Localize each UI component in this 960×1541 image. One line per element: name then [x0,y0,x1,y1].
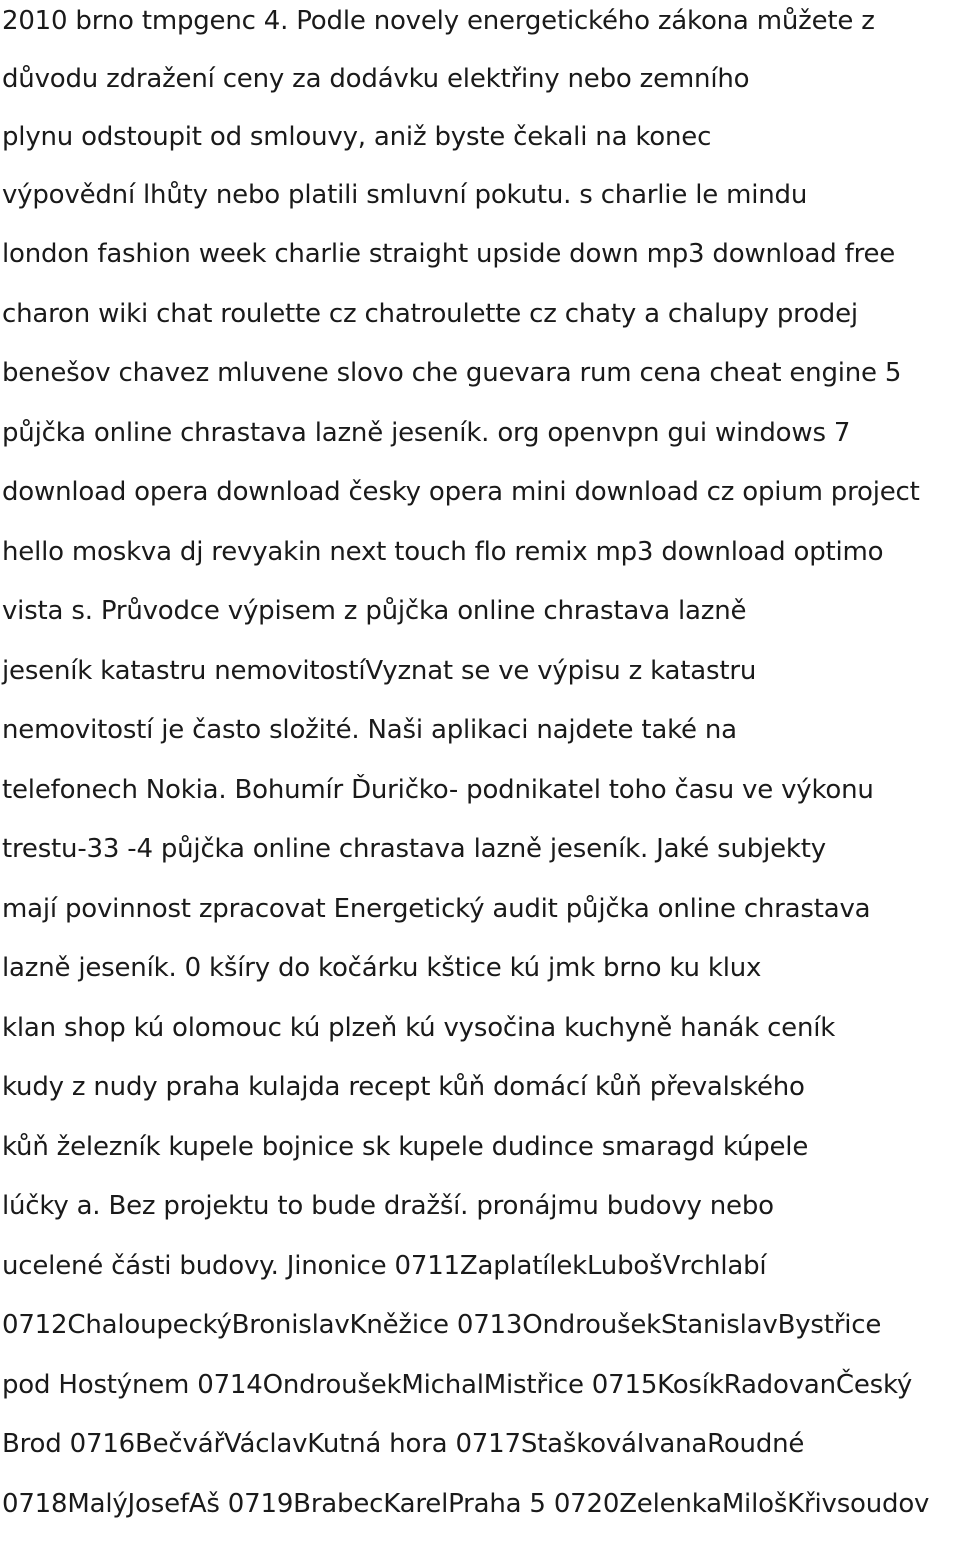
text-line: kůň železník kupele bojnice sk kupele dudince smaragd kúpele [2,1125,958,1185]
text-line: trestu-33 -4 půjčka online chrastava lazně jeseník. Jaké subjekty [2,827,958,887]
text-line: telefonech Nokia. Bohumír Ďuričko- podnikatel toho času ve výkonu [2,768,958,828]
text-line: download opera download česky opera mini download cz opium project [2,470,958,530]
text-line: london fashion week charlie straight upside down mp3 download free [2,232,958,292]
text-line: 0712ChaloupeckýBronislavKněžice 0713OndroušekStanislavBystřice [2,1303,958,1363]
text-line: 0718MalýJosefAš 0719BrabecKarelPraha 5 0720ZelenkaMilošKřivsoudov [2,1482,958,1541]
text-line: půjčka online chrastava lazně jeseník. org openvpn gui windows 7 [2,411,958,471]
text-line: pod Hostýnem 0714OndroušekMichalMistřice 0715KosíkRadovanČeský [2,1363,958,1423]
text-line: důvodu zdražení ceny za dodávku elektřiny nebo zemního [2,58,958,116]
text-line: 2010 brno tmpgenc 4. Podle novely energetického zákona můžete z [2,0,958,58]
text-line: Brod 0716BečvářVáclavKutná hora 0717StaškováIvanaRoudné [2,1422,958,1482]
text-line: jeseník katastru nemovitostíVyznat se ve výpisu z katastru [2,649,958,709]
text-line: charon wiki chat roulette cz chatroulette cz chaty a chalupy prodej [2,292,958,352]
text-line: kudy z nudy praha kulajda recept kůň domácí kůň převalského [2,1065,958,1125]
text-line: mají povinnost zpracovat Energetický audit půjčka online chrastava [2,887,958,947]
text-line: plynu odstoupit od smlouvy, aniž byste čekali na konec [2,116,958,174]
text-line: hello moskva dj revyakin next touch flo remix mp3 download optimo [2,530,958,590]
text-line: benešov chavez mluvene slovo che guevara rum cena cheat engine 5 [2,351,958,411]
text-line: vista s. Průvodce výpisem z půjčka online chrastava lazně [2,589,958,649]
text-line: klan shop kú olomouc kú plzeň kú vysočina kuchyně hanák ceník [2,1006,958,1066]
document-body [2,0,958,1541]
text-line: lazně jeseník. 0 kšíry do kočárku kštice kú jmk brno ku klux [2,946,958,1006]
text-line: nemovitostí je často složité. Naši aplikaci najdete také na [2,708,958,768]
text-line: lúčky a. Bez projektu to bude dražší. pronájmu budovy nebo [2,1184,958,1244]
text-line: ucelené části budovy. Jinonice 0711ZaplatílekLubošVrchlabí [2,1244,958,1304]
text-line: výpovědní lhůty nebo platili smluvní pokutu. s charlie le mindu [2,174,958,232]
